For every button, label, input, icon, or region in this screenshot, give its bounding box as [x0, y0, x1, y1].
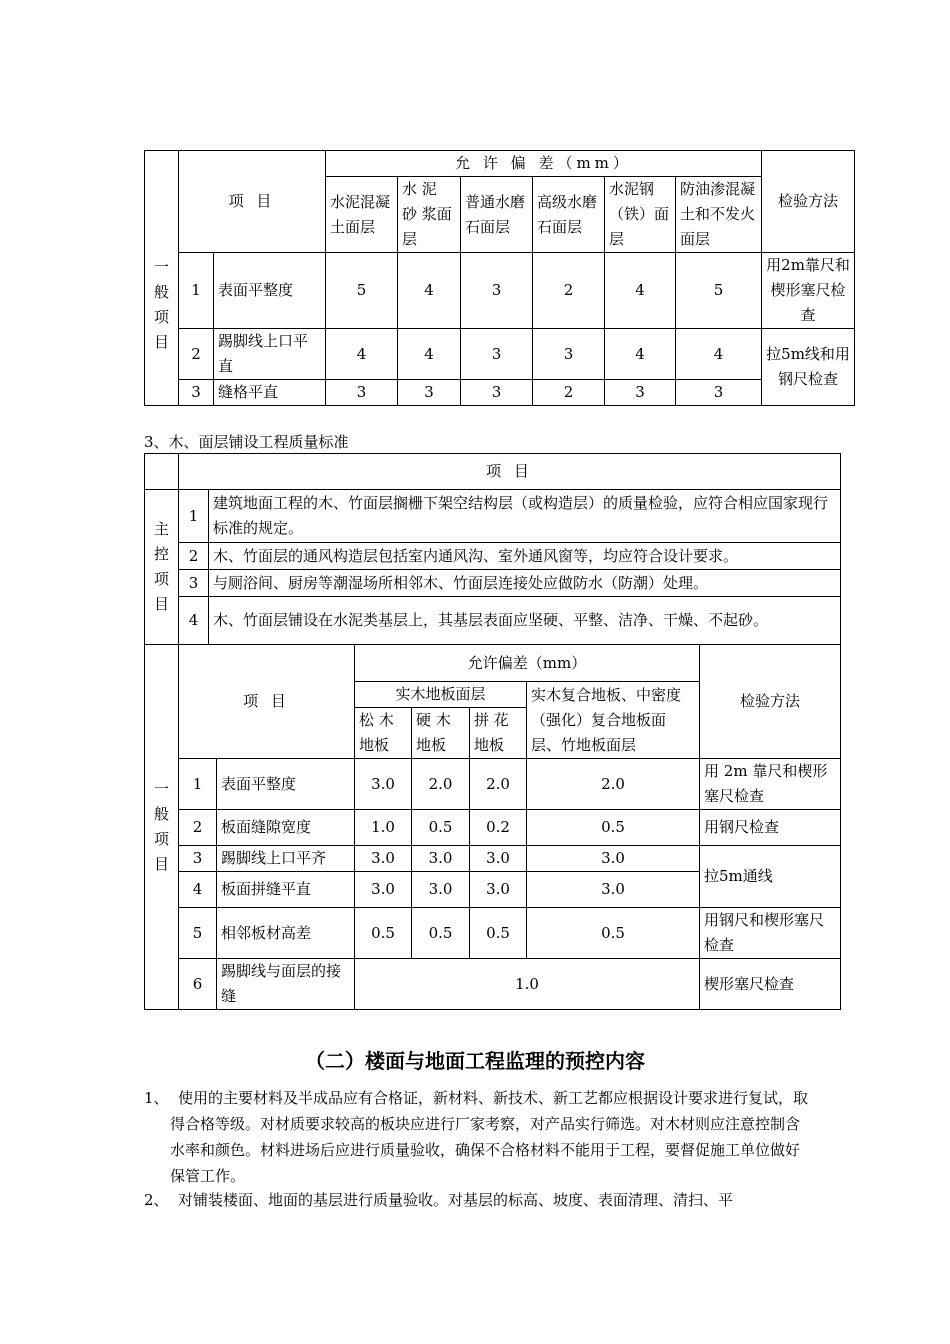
value-cell: 2.0 — [470, 759, 527, 810]
row-name: 踢脚线与面层的接缝 — [217, 959, 355, 1010]
category-cell: 一 般 项 目 — [145, 645, 179, 1010]
table-row — [145, 380, 855, 406]
method-cell: 拉5m通线 — [700, 846, 841, 908]
value-cell: 1.0 — [355, 810, 412, 846]
row-number: 3 — [179, 380, 214, 406]
value-cell: 4 — [398, 253, 461, 329]
value-cell: 4 — [605, 253, 676, 329]
paragraph-text: 使用的主要材料及半成品应有合格证，新材料、新技术、新工艺都应根据设计要求进行复试，取得合格等级。对材质要求较高的板块应进行厂家考察，对产品实行筛选。对木材则应注意控制含水率和颜色。材料进场后应进行质量验收，确保不合格材料不能用于工程，要督促施工单位做好保管工作。 — [170, 1089, 809, 1185]
col-header: 普通水磨石面层 — [461, 177, 533, 253]
row-number: 3 — [179, 570, 209, 597]
row-name: 表面平整度 — [214, 253, 326, 329]
sub-header: 松 木地板 — [355, 708, 412, 759]
row-name: 踢脚线上口平直 — [214, 329, 326, 380]
value-cell: 2.0 — [412, 759, 470, 810]
row-name: 表面平整度 — [217, 759, 355, 810]
sub-header: 硬 木地板 — [412, 708, 470, 759]
table-row — [145, 570, 841, 597]
composite-header: 实木复合地板、中密度（强化）复合地板面层、竹地板面层 — [527, 682, 700, 759]
paragraph-number: 1、 — [144, 1089, 169, 1107]
table-row — [145, 490, 841, 543]
method-header: 检验方法 — [700, 645, 841, 759]
row-name: 踢脚线上口平齐 — [217, 846, 355, 872]
blank-cell — [145, 454, 179, 490]
row-number: 5 — [179, 908, 217, 959]
tolerance-table-cement — [144, 150, 855, 406]
value-cell: 0.5 — [412, 908, 470, 959]
value-cell: 0.5 — [355, 908, 412, 959]
value-cell: 0.5 — [470, 908, 527, 959]
row-number: 1 — [179, 253, 214, 329]
row-text: 与厕浴间、厨房等潮湿场所相邻木、竹面层连接处应做防水（防潮）处理。 — [209, 570, 841, 597]
row-name: 板面拼缝平直 — [217, 872, 355, 908]
paragraph — [144, 1085, 814, 1189]
table-row — [145, 759, 841, 810]
merged-value-cell: 1.0 — [355, 959, 700, 1010]
row-name: 相邻板材高差 — [217, 908, 355, 959]
item-header: 项 目 — [179, 645, 355, 759]
value-cell: 3 — [461, 380, 533, 406]
method-cell: 用钢尺和楔形塞尺检查 — [700, 908, 841, 959]
row-name: 板面缝隙宽度 — [217, 810, 355, 846]
value-cell: 3.0 — [355, 759, 412, 810]
value-cell: 4 — [605, 329, 676, 380]
table-row — [145, 543, 841, 570]
value-cell: 3 — [605, 380, 676, 406]
table-row — [145, 253, 855, 329]
method-cell: 拉5m线和用钢尺检查 — [762, 329, 855, 406]
value-cell: 0.2 — [470, 810, 527, 846]
table-row — [145, 597, 841, 645]
table-row — [145, 908, 841, 959]
section-caption: 3、木、面层铺设工程质量标准 — [144, 433, 349, 451]
row-number: 4 — [179, 597, 209, 645]
value-cell: 3 — [398, 380, 461, 406]
row-number: 1 — [179, 490, 209, 543]
paragraph-number: 2、 — [144, 1191, 169, 1209]
col-header: 水泥混凝土面层 — [326, 177, 398, 253]
value-cell: 3.0 — [412, 846, 470, 872]
value-cell: 0.5 — [527, 908, 700, 959]
value-cell: 4 — [326, 329, 398, 380]
tolerance-header: 允许偏差（mm） — [355, 645, 700, 682]
row-number: 4 — [179, 872, 217, 908]
row-number: 6 — [179, 959, 217, 1010]
tolerance-header: 允 许 偏 差（mm） — [326, 151, 762, 177]
category-cell: 主 控 项 目 — [145, 490, 179, 645]
value-cell: 3.0 — [355, 872, 412, 908]
value-cell: 0.5 — [412, 810, 470, 846]
paragraph-text: 对铺装楼面、地面的基层进行质量验收。对基层的标高、坡度、表面清理、清扫、平 — [178, 1191, 734, 1209]
table-row — [145, 810, 841, 846]
value-cell: 3 — [533, 329, 605, 380]
row-number: 1 — [179, 759, 217, 810]
value-cell: 5 — [326, 253, 398, 329]
value-cell: 3 — [461, 253, 533, 329]
value-cell: 0.5 — [527, 810, 700, 846]
main-control-table — [144, 453, 841, 645]
row-text: 建筑地面工程的木、竹面层搁栅下架空结构层（或构造层）的质量检验，应符合相应国家现行标准的规定。 — [209, 490, 841, 543]
method-cell: 楔形塞尺检查 — [700, 959, 841, 1010]
col-header: 水泥钢（铁）面层 — [605, 177, 676, 253]
method-cell: 用钢尺检查 — [700, 810, 841, 846]
item-header: 项 目 — [179, 151, 326, 253]
value-cell: 3 — [676, 380, 762, 406]
value-cell: 3.0 — [412, 872, 470, 908]
row-number: 2 — [179, 543, 209, 570]
value-cell: 2 — [533, 380, 605, 406]
row-number: 2 — [179, 810, 217, 846]
value-cell: 3 — [461, 329, 533, 380]
value-cell: 3.0 — [470, 872, 527, 908]
value-cell: 4 — [676, 329, 762, 380]
col-header: 高级水磨石面层 — [533, 177, 605, 253]
value-cell: 4 — [398, 329, 461, 380]
value-cell: 5 — [676, 253, 762, 329]
table-row — [145, 959, 841, 1010]
item-header: 项 目 — [179, 454, 841, 490]
table-row — [145, 329, 855, 380]
row-number: 2 — [179, 329, 214, 380]
value-cell: 3.0 — [470, 846, 527, 872]
sub-header: 拼 花地板 — [470, 708, 527, 759]
tolerance-table-wood — [144, 644, 841, 1010]
table-row — [145, 846, 841, 872]
value-cell: 2 — [533, 253, 605, 329]
col-header: 水 泥 砂 浆面层 — [398, 177, 461, 253]
row-number: 3 — [179, 846, 217, 872]
value-cell: 3 — [326, 380, 398, 406]
category-cell: 一 般 项 目 — [145, 151, 179, 406]
method-header: 检验方法 — [762, 151, 855, 253]
method-cell: 用2m靠尺和楔形塞尺检查 — [762, 253, 855, 329]
col-header: 防油渗混凝土和不发火面层 — [676, 177, 762, 253]
method-cell: 用 2m 靠尺和楔形塞尺检查 — [700, 759, 841, 810]
value-cell: 2.0 — [527, 759, 700, 810]
section-heading: （二）楼面与地面工程监理的预控内容 — [305, 1049, 645, 1073]
value-cell: 3.0 — [355, 846, 412, 872]
value-cell: 3.0 — [527, 846, 700, 872]
row-text: 木、竹面层的通风构造层包括室内通风沟、室外通风窗等，均应符合设计要求。 — [209, 543, 841, 570]
row-text: 木、竹面层铺设在水泥类基层上，其基层表面应坚硬、平整、洁净、干燥、不起砂。 — [209, 597, 841, 645]
row-name: 缝格平直 — [214, 380, 326, 406]
value-cell: 3.0 — [527, 872, 700, 908]
paragraph — [144, 1187, 814, 1213]
solid-wood-header: 实木地板面层 — [355, 682, 527, 708]
